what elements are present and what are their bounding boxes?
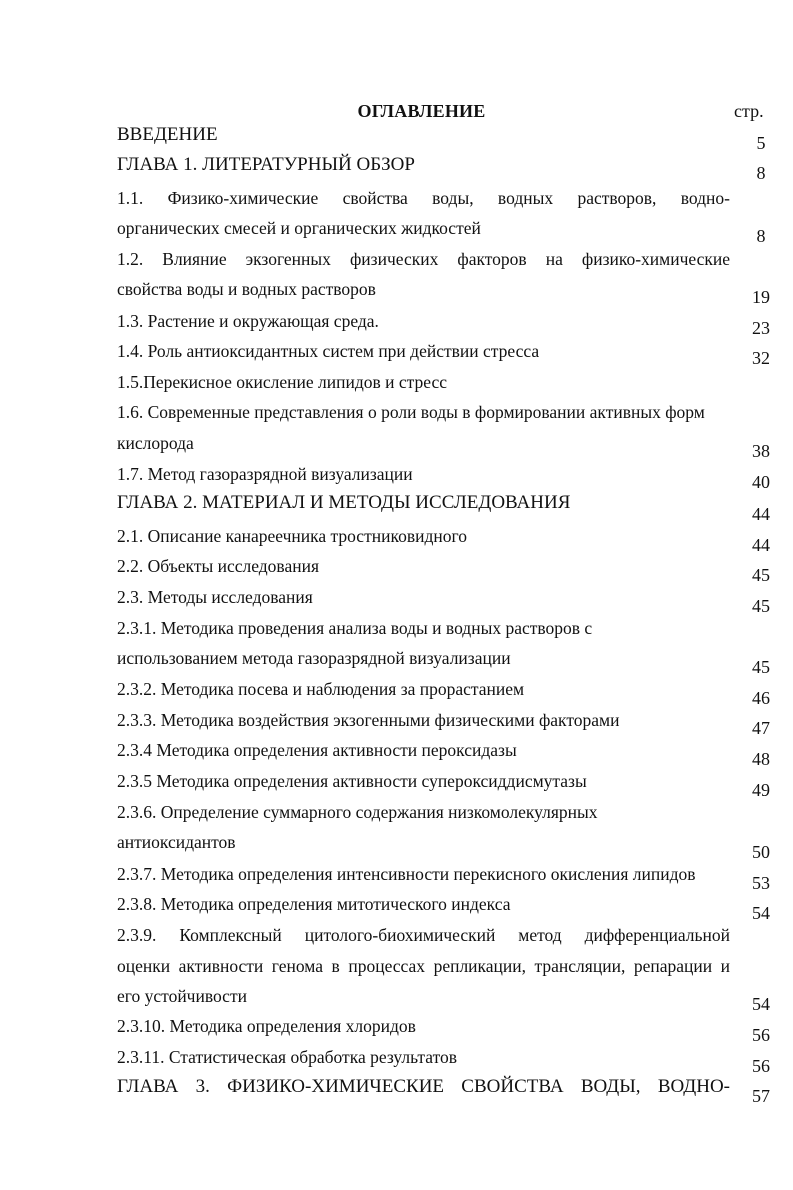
page-number: 49 bbox=[752, 780, 770, 800]
toc-entry-2-3-9-line-2: оценки активности генома в процессах репликации, трансляции, репарации и bbox=[117, 956, 730, 976]
toc-entry-2-3-2: 2.3.2. Методика посева и наблюдения за прорастанием bbox=[117, 679, 525, 699]
toc-entry-2-3-4: 2.3.4 Методика определения активности пероксидазы bbox=[117, 740, 517, 760]
toc-chapter-1: ГЛАВА 1. ЛИТЕРАТУРНЫЙ ОБЗОР bbox=[117, 154, 415, 175]
page-number: 54 bbox=[752, 994, 770, 1014]
toc-entry-1-6-line-1: 1.6. Современные представления о роли воды в формировании активных форм bbox=[117, 402, 705, 422]
page-number: 57 bbox=[752, 1086, 770, 1106]
toc-entry-2-3-7: 2.3.7. Методика определения интенсивности перекисного окисления липидов bbox=[117, 864, 696, 884]
toc-entry-2-3-3: 2.3.3. Методика воздействия экзогенными физическими факторами bbox=[117, 710, 620, 730]
page-number: 56 bbox=[752, 1025, 770, 1045]
toc-entry-2-3-5: 2.3.5 Методика определения активности супероксиддисмутазы bbox=[117, 771, 587, 791]
page-number: 44 bbox=[752, 504, 770, 524]
page-column-label: стр. bbox=[734, 101, 764, 121]
toc-entry-1-7: 1.7. Метод газоразрядной визуализации bbox=[117, 464, 413, 484]
toc-entry-1-1-line-2: органических смесей и органических жидкостей bbox=[117, 218, 481, 238]
page-number: 54 bbox=[752, 903, 770, 923]
page-number: 44 bbox=[752, 535, 770, 555]
page-number: 40 bbox=[752, 472, 770, 492]
page-number: 23 bbox=[752, 318, 770, 338]
toc-entry-1-6-line-2: кислорода bbox=[117, 433, 194, 453]
toc-entry-2-3-9-line-1: 2.3.9. Комплексный цитолого-биохимический метод дифференциальной bbox=[117, 925, 730, 945]
toc-title: ОГЛАВЛЕНИЕ bbox=[357, 101, 486, 121]
toc-entry-2-3-1-line-1: 2.3.1. Методика проведения анализа воды и водных растворов с bbox=[117, 618, 593, 638]
toc-entry-2-3-6-line-2: антиоксидантов bbox=[117, 832, 236, 852]
page-number: 47 bbox=[752, 718, 770, 738]
page-number: 46 bbox=[752, 688, 770, 708]
page-number: 38 bbox=[752, 441, 770, 461]
page-number: 45 bbox=[752, 565, 770, 585]
page-number: 53 bbox=[752, 873, 770, 893]
page-number: 45 bbox=[752, 657, 770, 677]
toc-entry-2-3-8: 2.3.8. Методика определения митотического индекса bbox=[117, 894, 511, 914]
toc-entry-2-1: 2.1. Описание канареечника тростниковидного bbox=[117, 526, 467, 546]
toc-chapter-3: ГЛАВА 3. ФИЗИКО-ХИМИЧЕСКИЕ СВОЙСТВА ВОДЫ, ВОДНО- bbox=[117, 1076, 730, 1097]
page-number: 56 bbox=[752, 1056, 770, 1076]
toc-entry-1-3: 1.3. Растение и окружающая среда. bbox=[117, 311, 379, 331]
toc-entry-1-2-line-2: свойства воды и водных растворов bbox=[117, 279, 376, 299]
page-number: 5 bbox=[756, 133, 766, 153]
toc-entry-2-3-11: 2.3.11. Статистическая обработка результатов bbox=[117, 1047, 457, 1067]
toc-entry-2-3-6-line-1: 2.3.6. Определение суммарного содержания низкомолекулярных bbox=[117, 802, 598, 822]
toc-entry-1-4: 1.4. Роль антиоксидантных систем при действии стресса bbox=[117, 341, 540, 361]
toc-entry-2-2: 2.2. Объекты исследования bbox=[117, 556, 320, 576]
toc-entry-2-3-9-line-3: его устойчивости bbox=[117, 986, 247, 1006]
toc-entry-1-2-line-1: 1.2. Влияние экзогенных физических факторов на физико-химические bbox=[117, 249, 730, 269]
page-number: 19 bbox=[752, 287, 770, 307]
toc-chapter-2: ГЛАВА 2. МАТЕРИАЛ И МЕТОДЫ ИССЛЕДОВАНИЯ bbox=[117, 492, 571, 513]
page-number: 32 bbox=[752, 348, 770, 368]
page-number: 50 bbox=[752, 842, 770, 862]
toc-entry-1-1-line-1: 1.1. Физико-химические свойства воды, водных растворов, водно- bbox=[117, 188, 730, 208]
page-number: 8 bbox=[756, 226, 766, 246]
toc-entry-1-5: 1.5.Перекисное окисление липидов и стресс bbox=[117, 372, 448, 392]
toc-entry-intro: ВВЕДЕНИЕ bbox=[117, 124, 218, 145]
toc-entry-2-3-1-line-2: использованием метода газоразрядной визуализации bbox=[117, 648, 511, 668]
toc-entry-2-3: 2.3. Методы исследования bbox=[117, 587, 313, 607]
page-number: 8 bbox=[756, 163, 766, 183]
page-number: 48 bbox=[752, 749, 770, 769]
page-number: 45 bbox=[752, 596, 770, 616]
toc-entry-2-3-10: 2.3.10. Методика определения хлоридов bbox=[117, 1016, 416, 1036]
